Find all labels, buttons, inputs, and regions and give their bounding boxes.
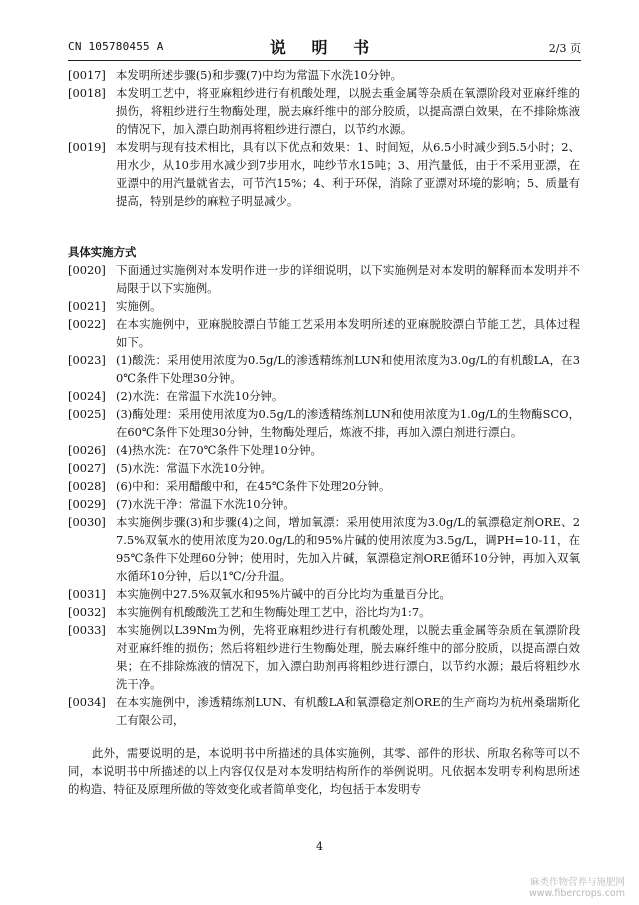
page-number: 4	[316, 840, 323, 853]
paragraph	[68, 459, 580, 477]
paragraph	[68, 138, 580, 210]
paragraph-number: [0020]	[68, 263, 106, 277]
paragraph-text: 本实施例以L39Nm为例，先将亚麻粗纱进行有机酸处理，以脱去重金属等杂质在氧漂阶段对亚麻纤维的损伤；然后将粗纱进行生物酶处理，脱去麻纤维中的部分胶质，以提高漂白效果；在不排除炼液的情况下，加入漂白助剂再将粗纱进行漂白，以节约水源；最后将粗纱水洗干净。	[116, 623, 580, 691]
paragraph-text: 实施例。	[116, 299, 162, 313]
spacer	[68, 210, 580, 230]
closing-paragraph: 此外，需要说明的是，本说明书中所描述的具体实施例，其零、部件的形状、所取名称等可以不同，本说明书中所描述的以上内容仅仅是对本发明结构所作的举例说明。凡依据本发明专利构思所述的构造、特征及原理所做的等效变化或者简单变化，均包括于本发明专	[68, 746, 580, 796]
paragraph	[68, 603, 580, 621]
paragraph-text: 本实施例中27.5%双氧水和95%片碱中的百分比均为重量百分比。	[116, 587, 451, 601]
paragraph-text: (1)酸洗：采用使用浓度为0.5g/L的渗透精练剂LUN和使用浓度为3.0g/L的有机酸LA，在30℃条件下处理30分钟。	[116, 353, 580, 385]
paragraph-number: [0017]	[68, 68, 106, 82]
spacer	[68, 729, 580, 744]
paragraph-number: [0032]	[68, 605, 106, 619]
paragraph	[68, 405, 580, 441]
paragraph-text: 本发明工艺中，将亚麻粗纱进行有机酸处理，以脱去重金属等杂质在氧漂阶段对亚麻纤维的损伤，将粗纱进行生物酶处理，脱去麻纤维中的部分胶质，以提高漂白效果，在不排除炼液的情况下，加入漂白助剂再将粗纱进行漂白，以节约水源。	[116, 86, 580, 136]
watermark	[529, 877, 625, 899]
document-title: 说 明 书	[269, 38, 380, 57]
paragraph-text: (2)水洗：在常温下水洗10分钟。	[116, 389, 284, 403]
patent-number: CN 105780455 A	[68, 40, 164, 53]
paragraph	[68, 477, 580, 495]
paragraph-number: [0029]	[68, 497, 106, 511]
page-reference: 2/3 页	[548, 42, 581, 55]
paragraph-text: 本实施例有机酸酸洗工艺和生物酶处理工艺中，浴比均为1:7。	[116, 605, 431, 619]
paragraph-number: [0027]	[68, 461, 106, 475]
paragraph	[68, 297, 580, 315]
watermark-line: 麻类作物营养与施肥网	[529, 877, 625, 888]
paragraph	[68, 495, 580, 513]
paragraph-text: 本发明所述步骤(5)和步骤(7)中均为常温下水洗10分钟。	[116, 68, 402, 82]
paragraph-text: 本发明与现有技术相比，具有以下优点和效果：1、时间短，从6.5小时减少到5.5小时；2、用水少，从10步用水减少到7步用水，吨纱节水15吨；3、用汽量低，由于不采用亚漂，在亚漂中的用汽量就省去，可节汽15%；4、利于环保，消除了亚漂对环境的影响；5、质量有提高，特别是纱的麻粒子明显减少。	[116, 140, 580, 208]
paragraph-text: (5)水洗：常温下水洗10分钟。	[116, 461, 272, 475]
paragraph	[68, 621, 580, 693]
paragraph-number: [0034]	[68, 695, 106, 709]
paragraph	[68, 693, 580, 729]
paragraph	[68, 351, 580, 387]
paragraph-number: [0031]	[68, 587, 106, 601]
paragraph-text: (7)水洗干净：常温下水洗10分钟。	[116, 497, 295, 511]
paragraph-number: [0018]	[68, 86, 106, 100]
paragraph	[68, 84, 580, 138]
paragraph-text: 本实施例步骤(3)和步骤(4)之间，增加氧漂：采用使用浓度为3.0g/L的氧漂稳定剂ORE、27.5%双氧水的使用浓度为20.0g/L的和95%片碱的使用浓度为3.5g/L，调PH=10-11，在95℃条件下处理60分钟；使用时，先加入片碱，氧漂稳定剂ORE循环10分钟，再加入双氧水循环10分钟，后以1℃/分升温。	[116, 515, 580, 583]
section-heading: 具体实施方式	[68, 245, 137, 259]
paragraph-group-bottom	[68, 261, 580, 729]
paragraph-number: [0023]	[68, 353, 106, 367]
paragraph	[68, 585, 580, 603]
paragraph-number: [0021]	[68, 299, 106, 313]
document-body	[68, 66, 580, 798]
header-divider	[68, 60, 581, 61]
paragraph	[68, 441, 580, 459]
paragraph-text: (3)酶处理：采用使用浓度为0.5g/L的渗透精练剂LUN和使用浓度为1.0g/L的生物酶SCO，在60℃条件下处理30分钟，生物酶处理后，炼液不排，再加入漂白剂进行漂白。	[116, 407, 580, 439]
paragraph-number: [0019]	[68, 140, 106, 154]
paragraph-text: 下面通过实施例对本发明作进一步的详细说明，以下实施例是对本发明的解释而本发明并不局限于以下实施例。	[116, 263, 580, 295]
paragraph-number: [0022]	[68, 317, 106, 331]
paragraph-number: [0028]	[68, 479, 106, 493]
paragraph-number: [0025]	[68, 407, 106, 421]
paragraph-number: [0026]	[68, 443, 106, 457]
paragraph-number: [0033]	[68, 623, 106, 637]
paragraph-group-top	[68, 66, 580, 210]
paragraph-number: [0024]	[68, 389, 106, 403]
paragraph-text: 在本实施例中，渗透精练剂LUN、有机酸LA和氧漂稳定剂ORE的生产商均为杭州桑瑞斯化工有限公司，	[116, 695, 580, 727]
paragraph-text: (4)热水洗：在70℃条件下处理10分钟。	[116, 443, 322, 457]
paragraph	[68, 387, 580, 405]
paragraph	[68, 513, 580, 585]
page-header	[68, 38, 581, 58]
paragraph-text: 在本实施例中，亚麻脱胶漂白节能工艺采用本发明所述的亚麻脱胶漂白节能工艺，具体过程如下。	[116, 317, 580, 349]
paragraph-number: [0030]	[68, 515, 106, 529]
paragraph-text: (6)中和：采用醋酸中和，在45℃条件下处理20分钟。	[116, 479, 391, 493]
watermark-url: www.fibercrops.com	[528, 888, 625, 899]
paragraph	[68, 261, 580, 297]
paragraph	[68, 315, 580, 351]
paragraph	[68, 66, 580, 84]
